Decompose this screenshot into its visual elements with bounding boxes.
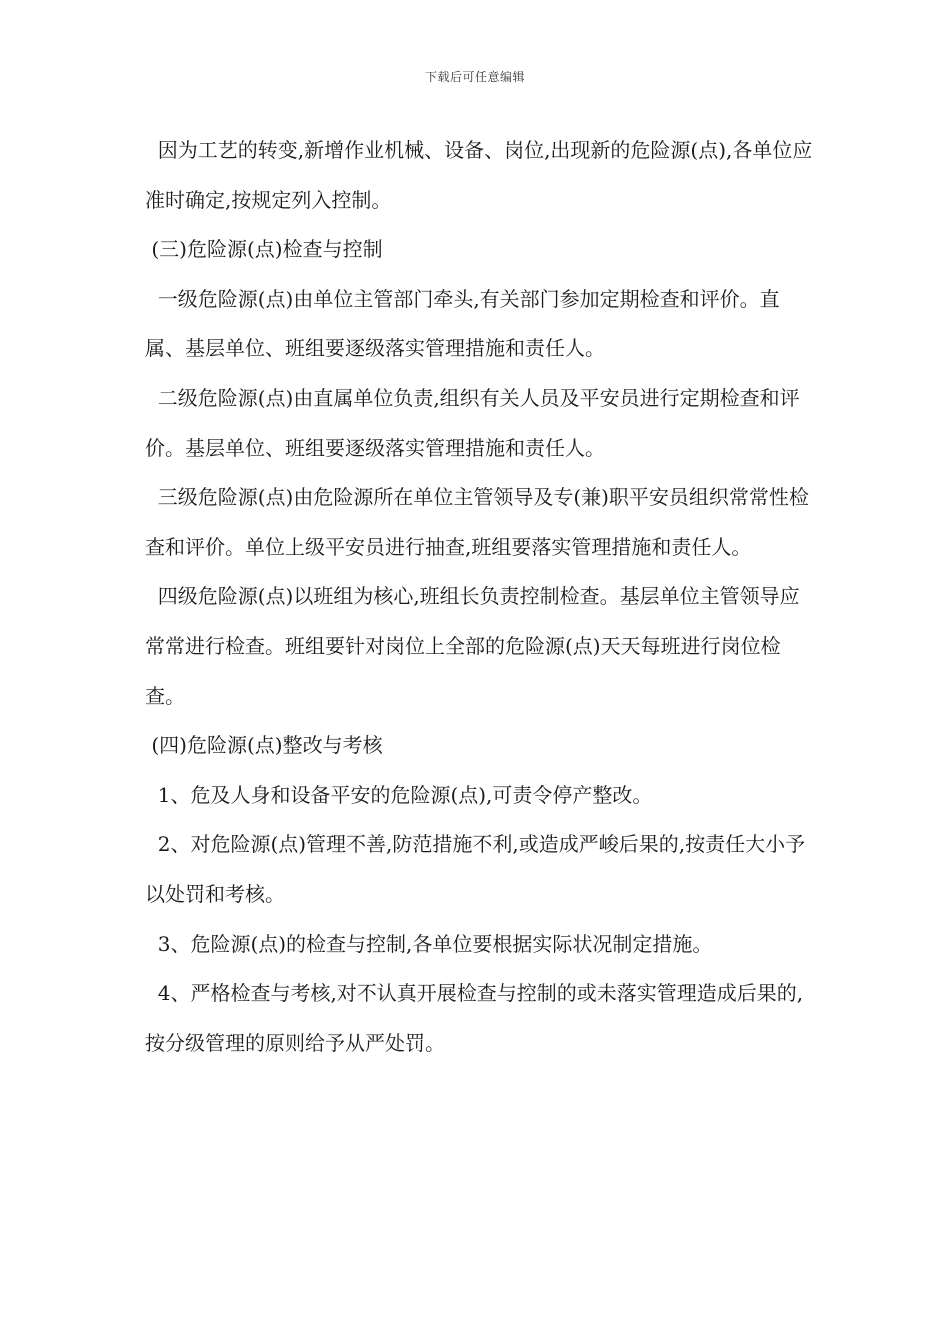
- paragraph-level-one: 一级危险源(点)由单位主管部门牵头,有关部门参加定期检查和评价。直属、基层单位、班组要逐级落实管理措施和责任人。: [145, 286, 780, 361]
- list-item-3: 3、危险源(点)的检查与控制,各单位要根据实际状况制定措施。: [145, 931, 713, 956]
- document-body: [145, 126, 815, 1068]
- page-header-note: 下载后可任意编辑: [424, 70, 525, 84]
- section-heading-rectification-assessment: (四)危险源(点)整改与考核: [145, 733, 383, 758]
- paragraph-level-four: 四级危险源(点)以班组为核心,班组长负责控制检查。基层单位主管领导应常常进行检查。班组要针对岗位上全部的危险源(点)天天每班进行岗位检查。: [145, 584, 800, 708]
- paragraph-level-three: 三级危险源(点)由危险源所在单位主管领导及专(兼)职平安员组织常常性检查和评价。单位上级平安员进行抽查,班组要落实管理措施和责任人。: [145, 485, 809, 559]
- paragraph-new-hazards: 因为工艺的转变,新增作业机械、设备、岗位,出现新的危险源(点),各单位应准时确定,按规定列入控制。: [145, 138, 813, 212]
- list-item-1: 1、危及人身和设备平安的危险源(点),可责令停产整改。: [145, 782, 653, 807]
- list-item-2: 2、对危险源(点)管理不善,防范措施不利,或造成严峻后果的,按责任大小予以处罚和考核。: [145, 832, 806, 906]
- section-heading-inspection-control: (三)危险源(点)检查与控制: [145, 237, 383, 262]
- paragraph-level-two: 二级危险源(点)由直属单位负责,组织有关人员及平安员进行定期检查和评价。基层单位、班组要逐级落实管理措施和责任人。: [145, 385, 800, 460]
- list-item-4: 4、严格检查与考核,对不认真开展检查与控制的或未落实管理造成后果的,按分级管理的原则给予从严处罚。: [145, 981, 804, 1055]
